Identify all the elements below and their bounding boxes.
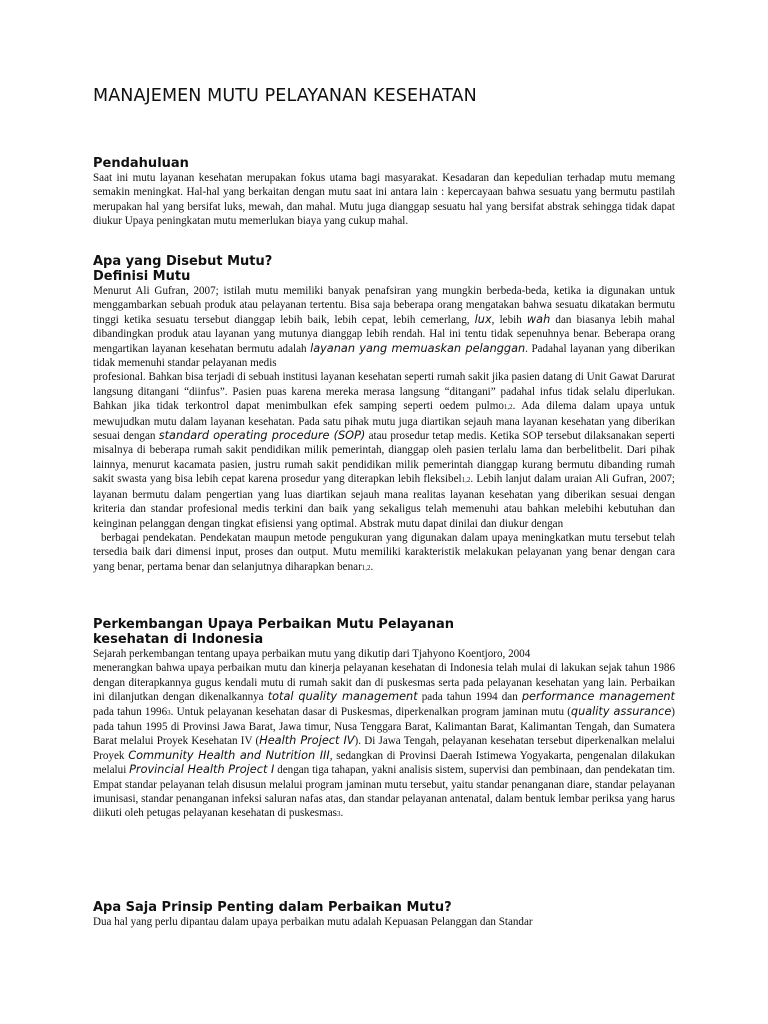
principles-paragraph: Dua hal yang perlu dipantau dalam upaya perbaikan mutu adalah Kepuasan Pelanggan dan Standar [93, 916, 533, 928]
development-section [93, 617, 675, 822]
definition-subheading: Definisi Mutu [93, 269, 191, 284]
development-paragraph: menerangkan bahwa upaya perbaikan mutu dan kinerja pelayanan kesehatan di Indonesia telah mulai di lakukan sejak tahun 1986 dengan diterapkannya gugus kendali mutu di rumah sakit dan di puskesmas serta pada pelayanan kesehatan yang lain. Perbaikan ini dilanjutkan dengan dikenalkannya total quality management pada tahun 1994 dan performance management pada tahun 19963. Untuk pelayanan kesehatan dasar di Puskesmas, diperkenalkan program jaminan mutu (quality assurance) pada tahun 1995 di Provinsi Jawa Barat, Jawa timur, Nusa Tenggara Barat, Kalimantan Barat, Kalimantan Tengah, dan Sumatera Barat melalui Proyek Kesehatan IV (Health Project IV). Di Jawa Tengah, pelayanan kesehatan tersebut diperkenalkan melalui Proyek Community Health and Nutrition III, sedangkan di Provinsi Daerah Istimewa Yogyakarta, pengenalan dilakukan melalui Provincial Health Project I dengan tiga tahapan, yakni analisis sistem, supervisi dan pembinaan, dan pendekatan tim. Empat standar pelayanan telah disusun melalui program jaminan mutu tersebut, yaitu standar penanganan diare, standar pelayanan imunisasi, standar penanganan infeksi saluran nafas atas, dan standar pelayanan antenatal, dalam bentuk lembar periksa yang harus diikuti oleh petugas pelayanan kesehatan di puskesmas3. [93, 662, 676, 820]
footnote-ref: 1,2 [503, 403, 513, 412]
footnote-ref: 1,2 [461, 476, 471, 485]
development-heading-line-2: kesehatan di Indonesia [93, 632, 264, 647]
principles-heading: Apa Saja Prinsip Penting dalam Perbaikan Mutu? [93, 900, 452, 915]
footnote-ref: 1,2 [361, 563, 371, 572]
definition-heading: Apa yang Disebut Mutu? [93, 254, 273, 269]
definition-paragraph-1: Menurut Ali Gufran, 2007; istilah mutu memiliki banyak penafsiran yang mungkin berbeda-beda, ketika ia digunakan untuk menggambarkan sebuah produk atau pelayanan tertentu. Bisa saja beberapa orang mengatakan bahwa sesuatu dikatakan bermutu tinggi ketika sesuatu tersebut dianggap lebih baik, lebih cepat, lebih cemerlang, lux, lebih wah dan biasanya lebih mahal dibandingkan produk atau layanan yang mutunya dianggap lebih rendah. Hal ini tentu tidak sepenuhnya benar. Beberapa orang mengartikan layanan kesehatan bermutu adalah layanan yang memuaskan pelanggan. Padahal layanan yang diberikan tidak memenuhi standar pelayanan medis [93, 285, 675, 370]
document-title: MANAJEMEN MUTU PELAYANAN KESEHATAN [93, 86, 477, 106]
footnote-ref: 3 [167, 708, 171, 717]
definition-paragraph-2: profesional. Bahkan bisa terjadi di sebuah institusi layanan kesehatan seperti rumah sakit jika pasien datang di Unit Gawat Darurat langsung ditangani “diinfus”. Pasien puas karena mereka merasa langsung “ditangani” padahal infus tidak selalu diperlukan. Bahkan jika tidak terkontrol dapat menimbulkan efek samping seperti oedem pulmo1,2. Ada dilema dalam upaya untuk mewujudkan mutu dalam layanan kesehatan. Pada satu pihak mutu juga diartikan sejauh mana layanan kesehatan yang diberikan sesuai dengan standard operating procedure (SOP) atau prosedur tetap medis. Ketika SOP tersebut dilaksanakan seperti misalnya di beberapa rumah sakit pendidikan milik pemerintah, dianggap oleh pasien terlalu lama dan berbelitbelit. Dari pihak lainnya, menurut kacamata pasien, justru rumah sakit pendidikan milik pemerintah dianggap kurang bermutu dibanding rumah sakit swasta yang bisa lebih cepat karena prosedur yang diterapkan lebih fleksibel1,2. Lebih lanjut dalam uraian Ali Gufran, 2007; layanan bermutu dalam pengertian yang luas diartikan sejauh mana realitas layanan kesehatan yang diberikan sesuai dengan kriteria dan standar profesional medis terkini dan baik yang sekaligus telah memenuhi atau bahkan melebihi kebutuhan dan keinginan pelanggan dengan tingkat efisiensi yang optimal. Abstrak mutu dapat dinilai dan diukur dengan [93, 371, 675, 530]
development-intro-line: Sejarah perkembangan tentang upaya perbaikan mutu yang dikutip dari Tjahyono Koentjoro, 2004 [93, 648, 531, 660]
development-heading-line-1: Perkembangan Upaya Perbaikan Mutu Pelayanan [93, 617, 454, 632]
intro-section [93, 156, 675, 229]
footnote-ref: 3 [337, 810, 341, 819]
intro-heading: Pendahuluan [93, 156, 189, 171]
principles-section [93, 900, 675, 929]
definition-section [93, 254, 675, 575]
intro-paragraph: Saat ini mutu layanan kesehatan merupakan fokus utama bagi masyarakat. Kesadaran dan kepedulian terhadap mutu memang semakin meningkat. Hal-hal yang berkaitan dengan mutu saat ini antara lain : kepercayaan bahwa sesuatu yang bermutu pastilah merupakan hal yang bersifat luks, mewah, dan mahal. Mutu juga dianggap sesuatu hal yang bersifat abstrak sehingga tidak dapat diukur Upaya peningkatan mutu memerlukan biaya yang cukup mahal. [93, 172, 675, 228]
definition-paragraph-3: berbagai pendekatan. Pendekatan maupun metode pengukuran yang digunakan dalam upaya meningkatkan mutu tersebut telah tersedia baik dari dimensi input, proses dan output. Mutu memiliki karakteristik melakukan pelayanan yang benar dengan cara yang benar, pertama benar dan selanjutnya diharapkan benar1,2. [93, 531, 675, 573]
